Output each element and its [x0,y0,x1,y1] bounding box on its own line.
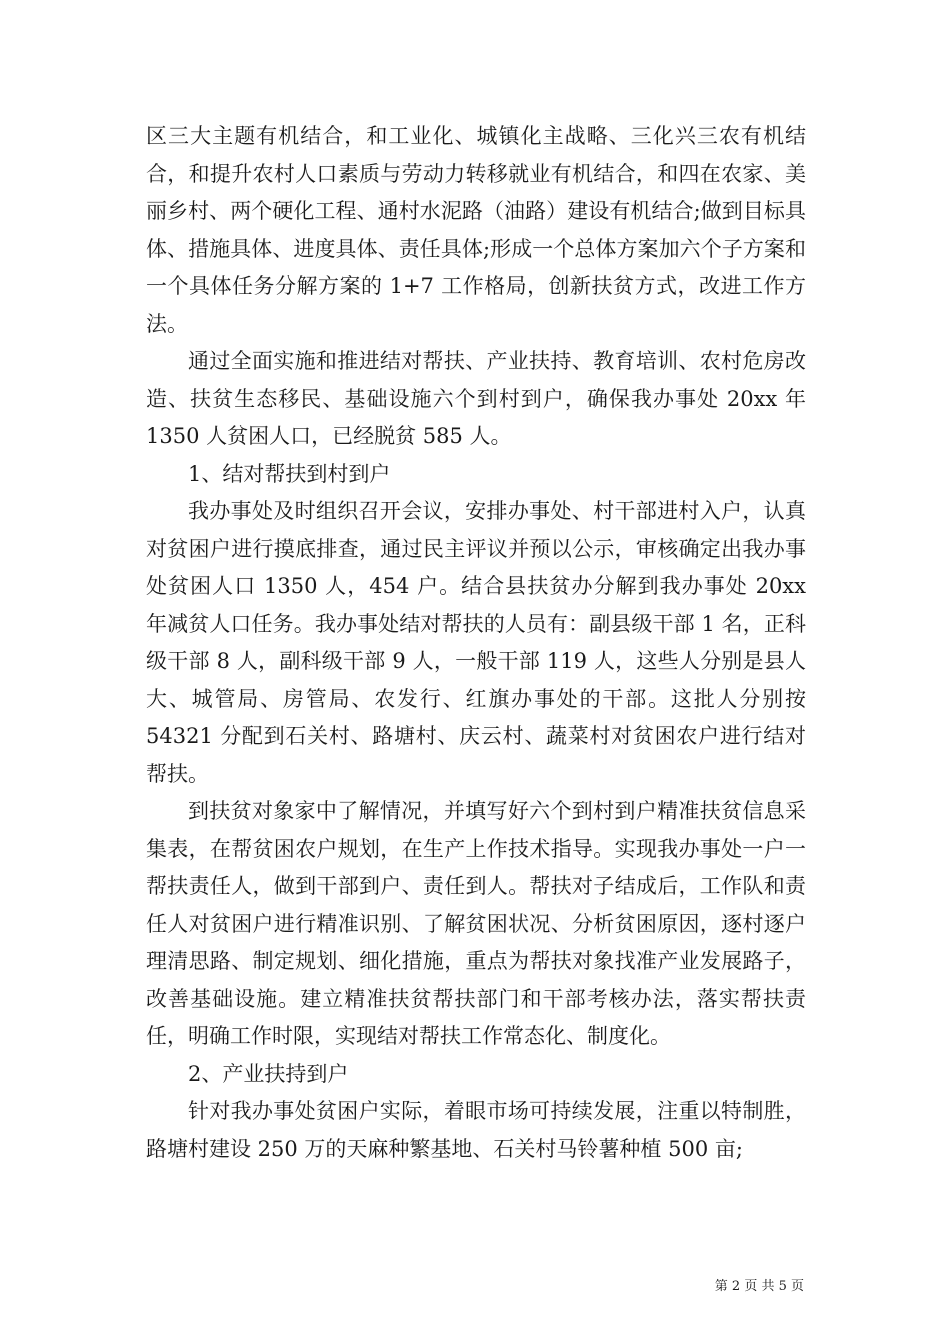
section-heading-1: 1、结对帮扶到村到户 [188,461,391,486]
paragraph-1: 区三大主题有机结合，和工业化、城镇化主战略、三化兴三农有机结合，和提升农村人口素质与劳动力转移就业有机结合，和四在农家、美丽乡村、两个硬化工程、通村水泥路（油路）建设有机结合;做到目标具体、措施具体、进度具体、责任具体;形成一个总体方案加六个子方案和一个具体任务分解方案的 1+7 工作格局，创新扶贫方式，改进工作方法。 [146,124,806,336]
paragraph-2: 通过全面实施和推进结对帮扶、产业扶持、教育培训、农村危房改造、扶贫生态移民、基础设施六个到村到户，确保我办事处 20xx 年 1350 人贫困人口，已经脱贫 585 人。 [146,349,806,448]
paragraph-3: 我办事处及时组织召开会议，安排办事处、村干部进村入户，认真对贫困户进行摸底排查，通过民主评议并预以公示，审核确定出我办事处贫困人口 1350 人，454 户。结合县扶贫办分解到我办事处 20xx 年减贫人口任务。我办事处结对帮扶的人员有：副县级干部 1 名，正科级干部 8 人，副科级干部 9 人，一般干部 119 人，这些人分别是县人大、城管局、房管局、农发行、红旗办事处的干部。这批人分别按 54321 分配到石关村、路塘村、庆云村、蔬菜村对贫困农户进行结对帮扶。 [146,499,806,786]
paragraph-4: 到扶贫对象家中了解情况，并填写好六个到村到户精准扶贫信息采集表，在帮贫困农户规划，在生产上作技术指导。实现我办事处一户一帮扶责任人，做到干部到户、责任到人。帮扶对子结成后，工作队和责任人对贫困户进行精准识别、了解贫困状况、分析贫困原因，逐村逐户理清思路、制定规划、细化措施，重点为帮扶对象找准产业发展路子，改善基础设施。建立精准扶贫帮扶部门和干部考核办法，落实帮扶责任，明确工作时限，实现结对帮扶工作常态化、制度化。 [146,799,806,1048]
section-heading-2: 2、产业扶持到户 [188,1061,349,1086]
paragraph-5: 针对我办事处贫困户实际，着眼市场可持续发展，注重以特制胜，路塘村建设 250 万的天麻种繁基地、石关村马铃薯种植 500 亩; [146,1099,806,1161]
page-number-footer: 第 2 页 共 5 页 [714,1279,804,1294]
document-body [146,118,806,1168]
